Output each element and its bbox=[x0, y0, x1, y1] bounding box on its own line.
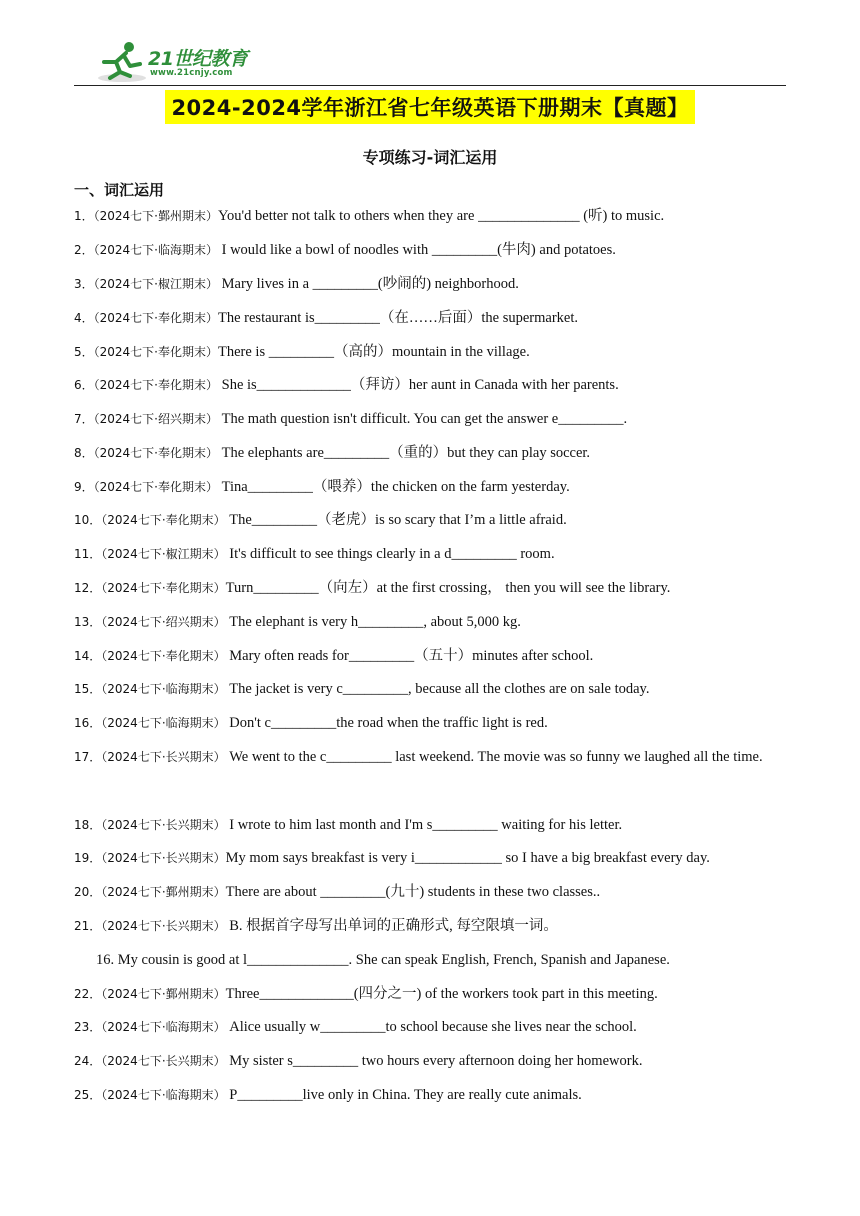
question: 20．（2024七下·鄞州期末）There are about _________(九十) students in these two classes.. bbox=[74, 884, 601, 900]
question: 24．（2024七下·长兴期末） My sister s_________ two hours every afternoon doing her homework. bbox=[74, 1053, 643, 1069]
page-subtitle: 专项练习-词汇运用 bbox=[362, 148, 498, 167]
question: 16．（2024七下·临海期末） Don't c_________the road when the traffic light is red. bbox=[74, 715, 548, 731]
header-rule bbox=[74, 85, 786, 86]
question: 9．（2024七下·奉化期末） Tina_________（喂养）the chicken on the farm yesterday. bbox=[74, 479, 570, 495]
question: 6．（2024七下·奉化期末） She is_____________（拜访）her aunt in Canada with her parents. bbox=[74, 377, 619, 393]
question: 8．（2024七下·奉化期末） The elephants are_________（重的）but they can play soccer. bbox=[74, 445, 591, 461]
question: 15．（2024七下·临海期末） The jacket is very c_________, because all the clothes are on sale today. bbox=[74, 681, 650, 697]
question: 13．（2024七下·绍兴期末） The elephant is very h_________, about 5,000 kg. bbox=[74, 614, 521, 630]
question: 19．（2024七下·长兴期末）My mom says breakfast is very i____________ so I have a big breakfast every day. bbox=[74, 850, 710, 866]
question: 12．（2024七下·奉化期末）Turn_________（向左）at the first crossing， then you will see the library. bbox=[74, 580, 671, 596]
runner-logo-icon bbox=[96, 40, 148, 84]
question: 10．（2024七下·奉化期末） The_________（老虎）is so scary that I’m a little afraid. bbox=[74, 512, 567, 528]
logo-url: www.21cnjy.com bbox=[150, 68, 233, 78]
question: 17．（2024七下·长兴期末） We went to the c_________ last weekend. The movie was so funny we laughed all the time. bbox=[74, 749, 763, 765]
question: 3．（2024七下·椒江期末） Mary lives in a _________(吵闹的) neighborhood. bbox=[74, 276, 519, 292]
question: 18．（2024七下·长兴期末） I wrote to him last month and I'm s_________ waiting for his letter. bbox=[74, 817, 623, 833]
question: 22．（2024七下·鄞州期末）Three_____________(四分之一) of the workers took part in this meeting. bbox=[74, 986, 658, 1002]
question: 11．（2024七下·椒江期末） It's difficult to see things clearly in a d_________ room. bbox=[74, 546, 555, 562]
question: 14．（2024七下·奉化期末） Mary often reads for_________（五十）minutes after school. bbox=[74, 648, 594, 664]
question: 4．（2024七下·奉化期末）The restaurant is_________（在……后面）the supermarket. bbox=[74, 310, 579, 326]
question: 23．（2024七下·临海期末） Alice usually w_________to school because she lives near the school. bbox=[74, 1019, 637, 1035]
section-heading: 一、词汇运用 bbox=[74, 181, 165, 199]
question: 7．（2024七下·绍兴期末） The math question isn't difficult. You can get the answer e_________. bbox=[74, 411, 628, 427]
question: 1．（2024七下·鄞州期末）You'd better not talk to others when they are ______________ (听) to music. bbox=[74, 208, 665, 224]
page-title: 2024-2024学年浙江省七年级英语下册期末【真题】 bbox=[165, 90, 694, 124]
logo-title: 21世纪教育 bbox=[148, 48, 248, 70]
logo bbox=[96, 40, 266, 84]
question: 2．（2024七下·临海期末） I would like a bowl of noodles with _________(牛肉) and potatoes. bbox=[74, 242, 616, 258]
question: 21．（2024七下·长兴期末） B. 根据首字母写出单词的正确形式, 每空限填一词。 bbox=[74, 918, 558, 934]
question: 5．（2024七下·奉化期末）There is _________（高的）mountain in the village. bbox=[74, 344, 530, 360]
question: 16. My cousin is good at l______________. She can speak English, French, Spanish and Japanese. bbox=[96, 952, 670, 968]
question: 25．（2024七下·临海期末） P_________live only in China. They are really cute animals. bbox=[74, 1087, 582, 1103]
